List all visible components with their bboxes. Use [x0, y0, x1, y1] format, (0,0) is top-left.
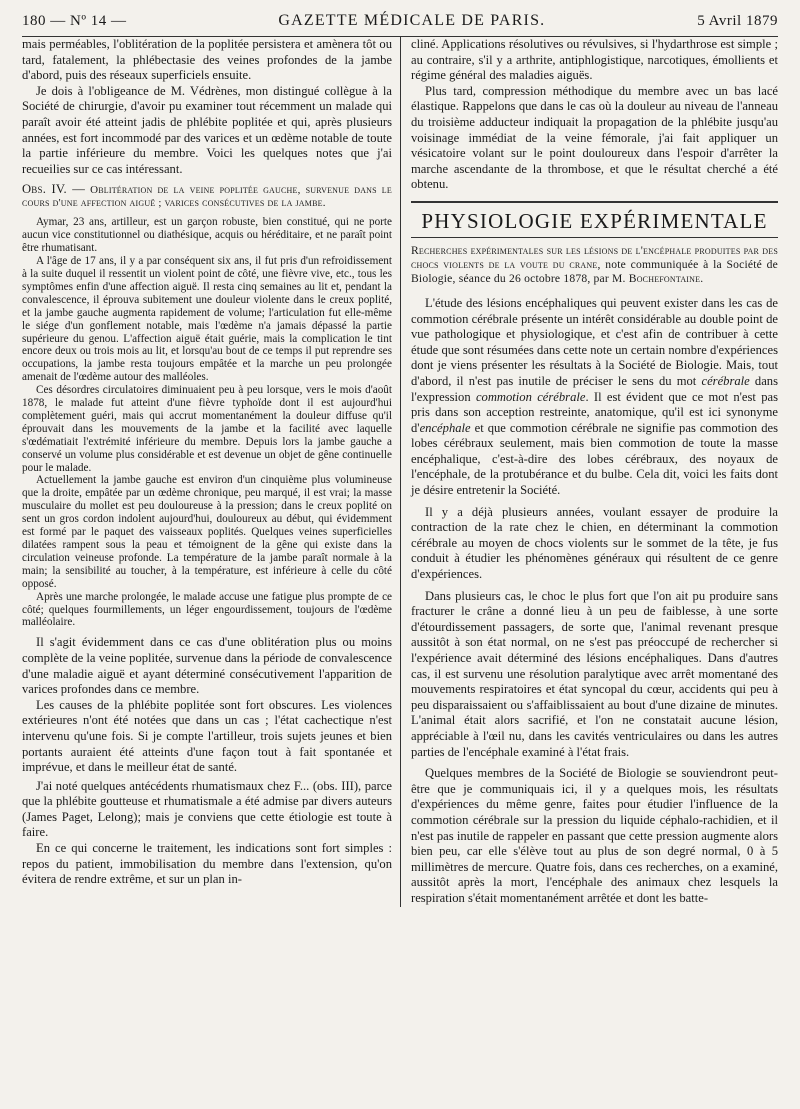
case-paragraph: Ces désordres circulatoires diminuaient peu à peu lorsque, vers le mois d'août 1878, le malade fut atteint d'une fièvre typhoïde dont il est aujourd'hui complètement guéri, mais qui accrut momentanément la douleur diffuse qu'il éprouvait dans les mouvements de la jambe et la facilité avec laquelle s'œdématiait l'extrémité inférieure du membre. Depuis lors la jambe gauche a conservé un volume plus considérable et est devenue un objet de gêne continuelle pour le malade. — [22, 384, 392, 474]
section-header — [411, 201, 778, 238]
text-run: dans l'expression — [411, 373, 779, 404]
page-header — [22, 12, 778, 32]
paragraph: En ce qui concerne le traitement, les indications sont fort simples : repos du patient, immobilisation du membre dans l'extension, qu'on évitera de rendre extrême, et sur un plan in- — [22, 841, 392, 887]
note-author: Bochefontaine. — [628, 271, 704, 285]
emphasis: cérébrale — [701, 373, 750, 388]
text-run: L'étude des lésions encéphaliques qui peuvent exister dans les cas de commotion cérébrale présente un intérêt considérable au double point de vue pathologique et physiologique, et c'est afin de contribuer à cette étude que sont résumées dans cette note un certain nombre d'expériences dont je viens présenter les résultats à la Société de Biologie. Mais, tout d'abord, il n'est pas inutile de préciser le sens du mot — [411, 295, 778, 388]
note-source: note communiquée à la Société de Biologie, séance du 26 octobre 1878, par M. — [411, 257, 778, 285]
paragraph: Il y a déjà plusieurs années, voulant essayer de produire la contraction de la rate chez le chien, en déterminant la commotion cérébrale au moyen de chocs violents sur le sommet de la tête, je fus conduit à étudier les phénomènes généraux qui résultent de ce genre d'expériences. — [411, 504, 778, 582]
paragraph: Dans plusieurs cas, le choc le plus fort que l'on ait pu produire sans fracturer le crâne a donné lieu à un peu de faiblesse, à une sorte d'étourdissement passagers, de sorte que, l'animal revenant presque aussitôt à son état normal, on ne s'est pas préoccupé de rechercher si l'expérience avait déterminé des lésions encéphaliques. Dans d'autres cas, il est survenu une résolution paralytique avec arrêt momentané des mouvements respiratoires et état syncopal du cœur, accidents qui peu à peu disparaissaient ou s'affaiblissaient au bout d'une dizaine de minutes. L'animal était alors sacrifié, et l'on ne constatait aucune lésion, appréciable à l'œil nu, dans les cavités ventriculaires ou dans les autres parties de l'encéphale examiné à l'état frais. — [411, 588, 778, 759]
emphasis: commotion cérébrale — [475, 389, 586, 404]
right-column — [400, 37, 778, 907]
paragraph: J'ai noté quelques antécédents rhumatismaux chez F... (obs. III), parce que la phlébite goutteuse et rhumatismale a été admise par divers auteurs (James Paget, Lelong); mais je conviens que cette étiologie est toute à faire. — [22, 778, 392, 840]
columns — [22, 37, 778, 907]
case-paragraph: Actuellement la jambe gauche est environ d'un cinquième plus volumineuse que la droite, empâtée par un œdème chronique, peu marqué, il est vrai; la masse musculaire du mollet est peu douloureuse à la pression; dans le creux poplité on sent un gros cordon indolent aujourd'hui, douloureux au début, qui évidemment est formé par le paquet des vaisseaux poplités. Quelques veines superficielles dilatées rampent sous la peau et témoignent de la gêne qui existe dans la circulation veineuse profonde. La température de la jambe paraît normale à la main; la sensibilité au toucher, à la température, est inférieure à celle du côté opposé. — [22, 474, 392, 590]
paragraph — [411, 296, 778, 499]
emphasis: encéphale — [419, 420, 471, 435]
page-number: 180 — Nº 14 — — [22, 13, 127, 29]
text-run: . Il est évident que ce mot n'est pas pris dans son acception restreinte, anatomique, qu'il est ici synonyme d' — [411, 389, 778, 435]
journal-title: GAZETTE MÉDICALE DE PARIS. — [278, 12, 546, 29]
paragraph: Je dois à l'obligeance de M. Védrènes, mon distingué collègue à la Société de chirurgie, d'avoir pu examiner tout récemment un malade qui paraît avoir été atteint jadis de phlébite poplitée et qui, après plusieurs années, est fort incommodé par des varices et un œdème notable de toute la partie inférieure du membre. Voici les quelques notes que j'ai recueilies sur ce cas intéressant. — [22, 83, 392, 176]
paragraph: Plus tard, compression méthodique du membre avec un bas lacé élastique. Rappelons que dans le cas où la douleur au niveau de l'anneau du troisième adducteur indiquait la propagation de la phlébite jusqu'au voisinage immédiat de la veine fémorale, j'ai fait appliquer un vésicatoire volant sur le point douloureux dans l'espoir d'arrêter la marche ascendante de la thrombose, et que le résultat cherché a été obtenu. — [411, 83, 778, 192]
observation-number: Obs. IV. — — [22, 182, 86, 197]
paragraph: cliné. Applications résolutives ou révulsives, si l'hydarthrose est simple ; au contraire, s'il y a arthrite, antiphlogistique, narcotiques, émollients et régime général des maladies aiguës. — [411, 37, 778, 83]
text-run: et que commotion cérébrale ne signifie pas commotion des lobes cérébraux seulement, mais bien commotion de toute la masse encéphalique, c'est-à-dire des lobes cérébraux, des noyaux de l'encéphale, de la protubérance et du bulbe. Cela dit, voici les faits dont je désire entretenir la Société. — [411, 420, 778, 498]
issue-date: 5 Avril 1879 — [697, 13, 778, 29]
case-paragraph: A l'âge de 17 ans, il y a par conséquent six ans, il fut pris d'un refroidissement à la suite duquel il ressentit un violent point de côté, une fièvre vive, etc., tous les symptômes enfin d'une affection aiguë. Il resta cinq semaines au lit et, pendant la convalescence, il éprouva subitement une douleur violente dans le creux poplité, et la jambe gauche augmenta rapidement de volume; l'articulation fut elle-même le siége d'un gonflement notable, mais l'œdème n'a jamais dépassé la partie supérieure du genou. L'affection aiguë était guérie, mais la complication le tint encore deux ou trois mois au lit, et lorsqu'au bout de ce temps il put reprendre ses occupations, la jambe resta toujours empâtée et la marche un peu prolongée amenait de l'œdème autour des malléoles. — [22, 255, 392, 384]
case-paragraph: Après une marche prolongée, le malade accuse une fatigue plus prompte de ce côté; quelques fourmillements, un léger engourdissement, toujours de l'œdème malléolaire. — [22, 590, 392, 629]
case-paragraph: Aymar, 23 ans, artilleur, est un garçon robuste, bien constitué, qui ne porte aucun vice constitutionnel ou diathésique, acquis ou héréditaire, et ne paraît point être rhumatisant. — [22, 216, 392, 255]
paragraph: mais perméables, l'oblitération de la poplitée persistera et amènera tôt ou tard, fatalement, la phlébectasie des veines profondes de la jambe d'abord, puis des réseaux superficiels ensuite. — [22, 37, 392, 83]
observation-heading — [22, 183, 392, 210]
paragraph: Il s'agit évidemment dans ce cas d'une oblitération plus ou moins complète de la veine poplitée, survenue dans la période de convalescence d'une maladie aiguë et ayant déterminé consécutivement l'apparition de varices profondes dans ce membre. — [22, 635, 392, 697]
paragraph: Les causes de la phlébite poplitée sont fort obscures. Les violences extérieures n'ont été notées que dans un cas ; l'état cachectique n'est intervenu qu'une fois. Si je compte l'artilleur, trois sujets jeunes et bien portants auraient été atteints d'une façon tout à fait spontanée et imprévue, et dans le meilleur état de santé. — [22, 697, 392, 775]
note-heading — [411, 244, 778, 286]
paragraph: Quelques membres de la Société de Biologie se souviendront peut-être que je communiquais ici, il y a quelques mois, les résultats d'expériences du même genre, faites pour étudier l'influence de la commotion cérébrale sur la pression du liquide céphalo-rachidien, et il n'est pas inutile de rappeler en passant que cette pression augmente alors bien peu, car elle s'élève tout au plus de son degré normal, 0 à 5 millimètres de mercure. Quatre fois, dans ces recherches, on a examiné, aussitôt après la mort, l'encéphale des animaux chez lesquels la respiration s'était momentanément arrêtée et dont les batte- — [411, 766, 778, 905]
section-title: PHYSIOLOGIE EXPÉRIMENTALE — [421, 208, 768, 233]
left-column — [22, 37, 400, 907]
observation-title: Oblitération de la veine poplitée gauche, survenue dans le cours d'une affection aiguë ; varices consécutives de la jambe. — [22, 184, 392, 210]
note-title: Recherches expérimentales sur les lésions de l'encéphale produites par des chocs violents de la voute du crane, — [411, 243, 778, 271]
